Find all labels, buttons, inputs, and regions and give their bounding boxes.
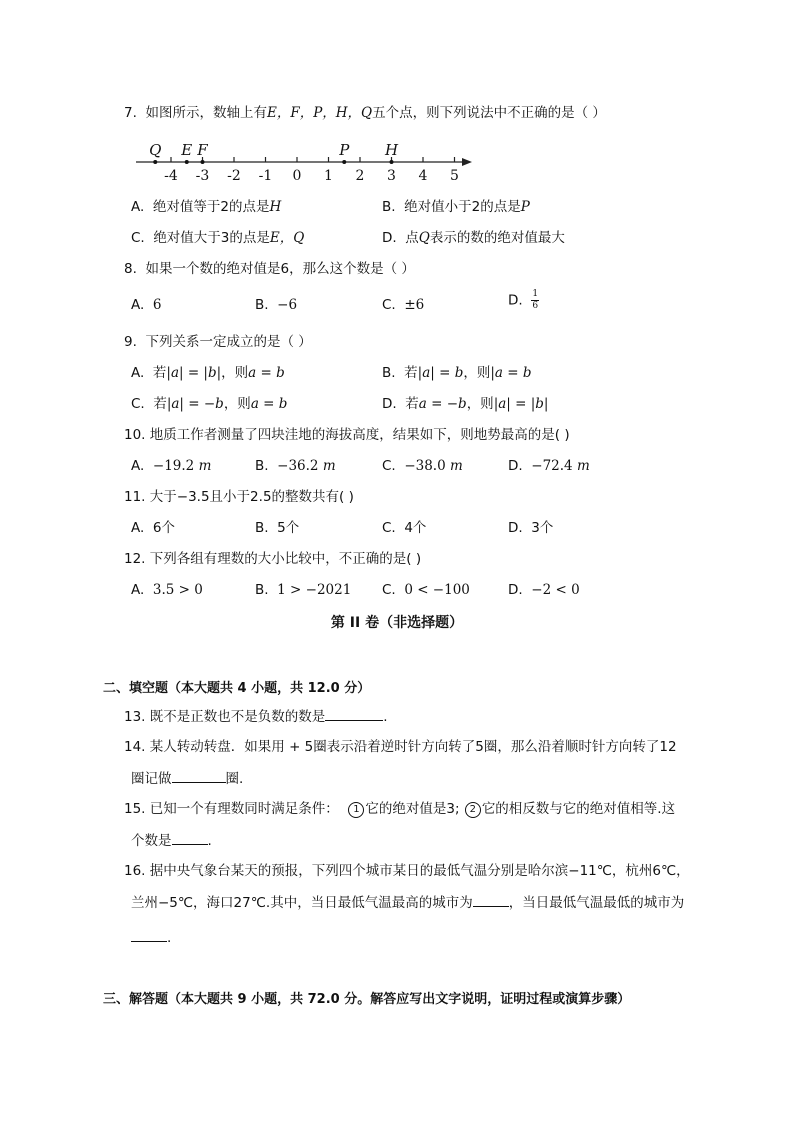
q7-c-var: E，Q [269,230,305,246]
q8-option-b [255,296,297,314]
q9-number: 9. [124,334,137,350]
q9-c-pre: 若 [153,396,167,412]
q7-stem-text: 如图所示，数轴上有 [145,105,267,121]
q11-stem [124,488,354,506]
q15-line2-text: 个数是 [131,833,172,849]
q12-stem [124,550,421,568]
number-line-tick-label: -4 [164,168,178,184]
q8-b-value: −6 [277,297,298,313]
q11-a-value: 6个 [152,520,175,536]
q9-b-math1: |a| = b [417,365,464,381]
q8-number: 8. [124,261,137,277]
q10-c-key: C. [382,458,396,474]
q16-line2-text-b: ，当日最低气温最低的城市为 [508,895,685,911]
q16-line1-text: 据中央气象台某天的预报，下列四个城市某日的最低气温分别是哈尔滨−11℃，杭州6℃， [149,863,690,879]
q12-d-value: −2 < 0 [531,582,580,598]
number-line-point-label: Q [149,141,162,159]
q10-number: 10. [124,427,146,443]
q8-c-key: C. [382,297,396,313]
q11-c-key: C. [382,520,396,536]
q9-b-key: B. [382,365,396,381]
q8-option-a [131,296,161,314]
q7-number: 7. [124,105,137,121]
q11-c-value: 4个 [404,520,427,536]
q13-answer-blank[interactable] [325,707,383,721]
q14-number: 14. [124,739,146,755]
section3-header: 三、解答题（本大题共 9 小题，共 72.0 分。解答应写出文字说明，证明过程或演算步骤） [103,992,631,1007]
number-line-group [136,141,472,184]
q14-line1-text: 某人转动转盘．如果用 + 5圈表示沿着逆时针方向转了5圈，那么沿着顺时针方向转了12 [149,739,677,755]
q12-option-a [131,581,203,599]
q10-stem [124,426,570,444]
q8-option-c [382,296,424,314]
circled-number-2: 2 [465,802,481,818]
q16-line3-end: . [167,930,172,946]
q9-option-a [131,364,285,382]
q16-line3 [131,928,171,947]
q8-d-key: D. [508,292,523,309]
q15-line1-text-b: 它的绝对值是3; [365,801,460,817]
q12-stem-text: 下列各组有理数的大小比较中，不正确的是( ) [149,551,422,567]
q11-b-key: B. [255,520,269,536]
q7-option-c [131,229,304,247]
q7-a-text: 绝对值等于2的点是 [152,199,270,215]
q13-stem-text: 既不是正数也不是负数的数是 [149,709,326,725]
number-line-tick-label: -3 [195,168,210,184]
number-line [128,138,478,186]
fraction-denominator: 6 [532,301,539,311]
q12-option-d [508,581,580,599]
q12-option-b [255,581,351,599]
section2-header: 二、填空题（本大题共 4 小题，共 12.0 分） [103,681,371,696]
q11-d-key: D. [508,520,523,536]
q11-option-c [382,519,426,537]
q7-d-key: D. [382,230,397,246]
q11-stem-text: 大于−3.5且小于2.5的整数共有( ) [149,489,354,505]
part2-title: 第 II 卷（非选择题） [330,615,464,631]
q12-a-key: A. [131,582,145,598]
q9-c-key: C. [131,396,145,412]
q14-answer-blank[interactable] [172,769,226,783]
q9-stem [124,333,312,351]
q16-number: 16. [124,863,146,879]
q9-option-b [382,364,531,382]
q8-c-value: ±6 [404,297,425,313]
q10-a-key: A. [131,458,145,474]
q13-number: 13. [124,709,146,725]
number-line-tick-label: 2 [355,168,365,184]
fraction-numerator: 1 [532,289,539,299]
number-line-point [390,160,394,164]
q10-stem-text: 地质工作者测量了四块洼地的海拔高度，结果如下，则地势最高的是( ) [149,427,570,443]
number-line-point [153,160,157,164]
q10-a-value: −19.2 [152,458,195,474]
q16-answer-blank-1[interactable] [473,893,509,907]
number-line-tick-label: 1 [324,168,333,184]
q7-option-d [382,229,565,247]
q16-line2 [131,893,684,912]
q12-c-value: 0 < −100 [404,582,470,598]
q9-a-mid: ，则 [221,365,249,381]
q15-number: 15. [124,801,146,817]
number-line-tick-label: 5 [450,168,459,184]
q10-option-a [131,457,211,475]
number-line-tick-label: 4 [418,168,428,184]
q9-b-mid: ，则 [463,365,491,381]
q14-line2 [131,769,243,788]
q11-d-value: 3个 [531,520,554,536]
q11-b-value: 5个 [277,520,300,536]
q12-c-key: C. [382,582,396,598]
q15-line1-text-c: 它的相反数与它的绝对值相等.这 [481,801,676,817]
q7-a-var: H [269,199,282,215]
q7-d-text-a: 点 [405,230,419,246]
number-line-point-label: F [197,141,208,159]
q7-a-key: A. [131,199,145,215]
q9-d-pre: 若 [405,396,419,412]
q13 [124,707,388,726]
q15-line2 [131,831,212,850]
number-line-point-label: E [181,141,193,159]
q12-b-key: B. [255,582,269,598]
q8-d-fraction [531,290,539,311]
q14-line2-end: 圈. [225,771,244,787]
q9-c-math2: a = b [250,396,288,412]
q10-b-value: −36.2 [277,458,319,474]
number-line-tick-label: -2 [227,168,241,184]
q12-option-c [382,581,470,599]
q8-option-d [508,290,539,311]
q8-b-key: B. [255,297,269,313]
number-line-tick-label: 0 [292,168,302,184]
q10-a-unit: m [198,458,212,474]
number-line-point [342,160,346,164]
q14-line2-text: 圈记做 [131,771,172,787]
q15-answer-blank[interactable] [172,831,208,845]
q12-d-key: D. [508,582,523,598]
q8-a-value: 6 [152,297,162,313]
q11-number: 11. [124,489,146,505]
q7-b-text: 绝对值小于2的点是 [404,199,521,215]
q7-b-var: P [520,199,530,215]
number-line-arrow [462,158,472,166]
q7-option-b [382,198,530,216]
number-line-tick-label: -1 [258,168,273,184]
q7-stem [124,104,606,122]
q8-stem [124,260,415,278]
q10-d-key: D. [508,458,523,474]
q10-b-unit: m [322,458,336,474]
number-line-tick-label: 3 [387,168,396,184]
q7-d-var: Q [418,230,430,246]
q15-line2-end: . [207,833,212,849]
q9-c-math1: |a| = −b [166,396,224,412]
circled-number-1: 1 [348,802,364,818]
number-line-point [201,160,205,164]
q15-line1-text-a: 已知一个有理数同时满足条件： [149,801,339,817]
q9-b-pre: 若 [404,365,418,381]
q7-points-list: E，F，P，H，Q [266,105,373,121]
q11-option-a [131,519,175,537]
q10-option-d [508,457,590,475]
q16-line2-text-a: 兰州−5℃，海口27℃.其中，当日最低气温最高的城市为 [131,895,473,911]
q10-d-unit: m [576,458,590,474]
q11-a-key: A. [131,520,145,536]
q12-b-value: 1 > −2021 [277,582,352,598]
q10-option-b [255,457,336,475]
number-line-point-label: H [384,141,399,159]
q7-c-key: C. [131,230,145,246]
q9-a-math1: |a| = |b| [166,365,222,381]
q13-stem-end: . [383,709,388,725]
q9-stem-text: 下列关系一定成立的是（ ） [145,334,312,350]
q8-a-key: A. [131,297,145,313]
q9-a-pre: 若 [152,365,167,381]
q10-b-key: B. [255,458,269,474]
q9-d-key: D. [382,396,397,412]
q8-stem-text: 如果一个数的绝对值是6，那么这个数是（ ） [145,261,415,277]
q9-a-math2: a = b [248,365,285,381]
q9-d-math2: |a| = |b| [493,396,549,412]
q11-option-b [255,519,299,537]
q7-b-key: B. [382,199,396,215]
q7-option-a [131,198,281,216]
q10-c-unit: m [449,458,463,474]
q9-b-math2: |a = b [490,365,532,381]
number-line-point-label: P [339,141,350,159]
q7-d-text-b: 表示的数的绝对值最大 [429,230,565,246]
q7-stem-text-b: 五个点，则下列说法中不正确的是（ ） [372,105,606,121]
q9-d-mid: ，则 [466,396,494,412]
q9-option-c [131,395,287,413]
q10-option-c [382,457,463,475]
q7-c-text: 绝对值大于3的点是 [153,230,270,246]
q9-c-mid: ，则 [223,396,251,412]
q14-line1 [124,738,677,756]
q10-d-value: −72.4 [531,458,573,474]
q9-a-key: A. [131,365,145,381]
q9-option-d [382,395,548,413]
q16-answer-blank-2[interactable] [131,928,167,942]
q12-number: 12. [124,551,146,567]
q10-c-value: −38.0 [404,458,446,474]
q11-option-d [508,519,553,537]
q12-a-value: 3.5 > 0 [152,582,203,598]
q16-line1 [124,862,690,880]
number-line-point [185,160,189,164]
q9-d-math1: a = −b [418,396,467,412]
q15-line1 [124,800,675,818]
